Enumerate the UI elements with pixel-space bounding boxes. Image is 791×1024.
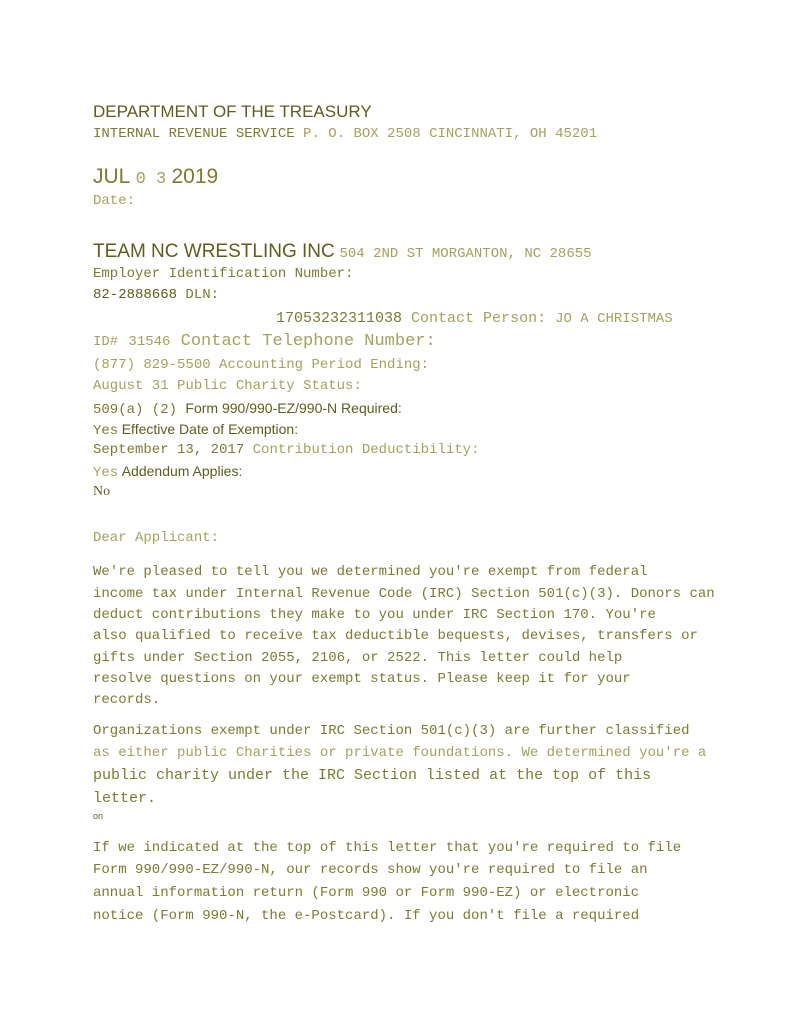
accounting-period-value: August 31: [93, 378, 169, 394]
department-name: DEPARTMENT OF THE TREASURY: [93, 102, 372, 121]
id-label: ID#: [93, 334, 119, 350]
dln-value: 17053232311038: [276, 310, 403, 327]
form-required-value: Yes: [93, 423, 119, 439]
accounting-charity-line: [93, 378, 362, 394]
contact-person-value: JO A CHRISTMAS: [555, 311, 673, 327]
addendum-value: No: [93, 484, 111, 499]
addendum-label: Addendum Applies:: [121, 463, 243, 479]
dln-contact-line: [276, 310, 673, 327]
id-phone-line: [93, 332, 436, 351]
form-required-label: Form 990/990-EZ/990-N Required:: [185, 400, 402, 416]
date-month: JUL: [93, 165, 131, 188]
paragraph2-line: public charity under the IRC Section listed at the top of this: [93, 767, 652, 784]
id-value: 31546: [128, 334, 171, 350]
date-day: 0 3: [135, 170, 167, 189]
form-effective-line: [93, 421, 298, 439]
phone-accounting-line: [93, 357, 429, 373]
effective-date-label: Effective Date of Exemption:: [121, 421, 299, 437]
public-charity-status-label: Public Charity Status:: [177, 378, 362, 394]
paragraph1-line: income tax under Internal Revenue Code (IRC) Section 501(c)(3). Donors can: [93, 586, 715, 602]
paragraph1-line: We're pleased to tell you we determined you're exempt from federal: [93, 564, 648, 580]
contribution-deductibility-label: Contribution Deductibility:: [252, 442, 480, 458]
contact-person-label: Contact Person:: [411, 310, 547, 327]
organization-name: TEAM NC WRESTLING INC: [93, 241, 335, 262]
paragraph1-line: records.: [93, 692, 161, 708]
paragraph1-line: resolve questions on your exempt status. Please keep it for your: [93, 671, 631, 687]
paragraph1-line: gifts under Section 2055, 2106, or 2522. This letter could help: [93, 650, 623, 666]
effective-contribution-line: [93, 442, 479, 458]
paragraph2-line: letter.: [93, 790, 157, 807]
paragraph3-line: Form 990/990-EZ/990-N, our records show you're required to file an: [93, 862, 648, 878]
paragraph1-line: also qualified to receive tax deductible bequests, devises, transfers or: [93, 628, 698, 644]
effective-date-value: September 13, 2017: [93, 442, 245, 458]
agency-address: P. O. BOX 2508 CINCINNATI, OH 45201: [303, 126, 598, 142]
contribution-deductibility-value: Yes: [93, 465, 119, 481]
paragraph3-line: notice (Form 990-N, the e-Postcard). If you don't file a required: [93, 908, 640, 924]
date-label: Date:: [93, 193, 136, 209]
salutation: Dear Applicant:: [93, 530, 220, 546]
charity-form-line: [93, 400, 402, 418]
contact-phone-label: Contact Telephone Number:: [180, 332, 436, 351]
ein-value: 82-2888668: [93, 287, 178, 303]
paragraph3-line: If we indicated at the top of this letter that you're required to file: [93, 840, 682, 856]
paragraph1-line: deduct contributions they make to you under IRC Section 170. You're: [93, 607, 656, 623]
ein-dln-line: [93, 287, 219, 303]
agency-name: INTERNAL REVENUE SERVICE: [93, 126, 295, 142]
accounting-period-label: Accounting Period Ending:: [219, 357, 430, 373]
dln-label: DLN:: [185, 287, 220, 303]
public-charity-status-value: 509(a) (2): [93, 402, 178, 418]
stray-mark: on: [93, 811, 104, 821]
date-year: 2019: [171, 165, 219, 188]
organization-line: [93, 241, 592, 263]
paragraph3-line: annual information return (Form 990 or Form 990-EZ) or electronic: [93, 885, 640, 901]
paragraph2-line: as either public Charities or private foundations. We determined you're a: [93, 745, 707, 761]
organization-address: 504 2ND ST MORGANTON, NC 28655: [339, 246, 592, 262]
ein-label: Employer Identification Number:: [93, 266, 354, 282]
paragraph2-line: Organizations exempt under IRC Section 501(c)(3) are further classified: [93, 723, 690, 739]
department-heading: [93, 102, 372, 122]
contact-phone-value: (877) 829-5500: [93, 357, 211, 373]
agency-address-line: [93, 126, 597, 142]
contribution-addendum-line: [93, 463, 242, 481]
letter-date: [93, 164, 218, 189]
